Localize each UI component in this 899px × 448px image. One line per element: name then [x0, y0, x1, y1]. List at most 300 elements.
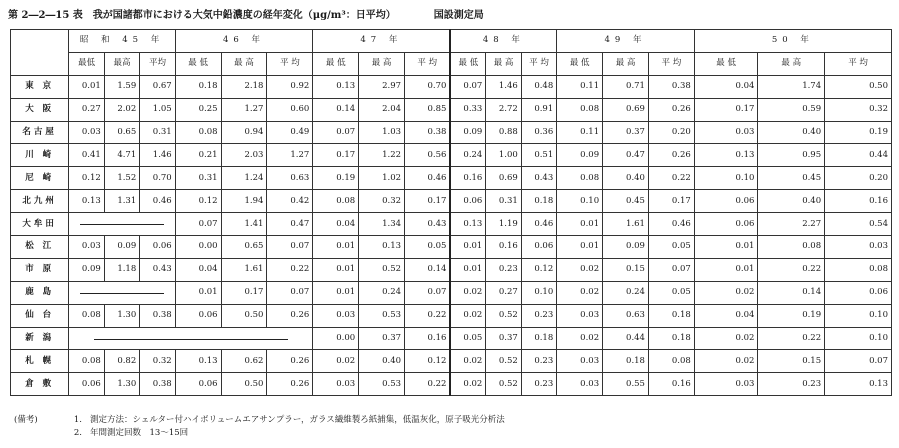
value-cell: 0.62	[221, 350, 267, 373]
value-cell: 0.24	[603, 281, 649, 304]
value-cell: 0.82	[104, 350, 139, 373]
value-cell: 0.08	[69, 304, 104, 327]
value-cell: 0.38	[648, 75, 694, 98]
value-cell: 1.41	[221, 213, 267, 236]
table-title-main: 第 2―2―15 表 我が国諸都市における大気中鉛濃度の経年変化（μg/m³：日平均）	[8, 10, 396, 21]
value-cell: 0.47	[267, 213, 313, 236]
value-cell: 0.31	[175, 167, 221, 190]
value-cell: 1.94	[221, 190, 267, 213]
value-cell: 0.06	[175, 373, 221, 396]
value-cell: 0.01	[175, 281, 221, 304]
value-cell: 0.18	[603, 350, 649, 373]
value-cell: 2.03	[221, 144, 267, 167]
value-cell: 0.02	[557, 281, 603, 304]
value-cell: 0.48	[521, 75, 556, 98]
stat-header: 最 高	[758, 52, 825, 75]
value-cell: 0.23	[486, 258, 521, 281]
value-cell: 0.25	[175, 98, 221, 121]
value-cell: 0.01	[450, 258, 485, 281]
value-cell: 0.03	[557, 350, 603, 373]
value-cell: 0.11	[557, 121, 603, 144]
value-cell: 1.52	[104, 167, 139, 190]
no-data-line	[94, 339, 288, 340]
value-cell: 1.74	[758, 75, 825, 98]
corner-cell	[11, 30, 69, 76]
value-cell: 0.46	[648, 213, 694, 236]
stat-header: 最 高	[221, 52, 267, 75]
city-cell: 新 潟	[11, 327, 69, 350]
table-row	[11, 373, 892, 396]
value-cell: 0.08	[313, 190, 359, 213]
value-cell: 0.10	[825, 327, 892, 350]
no-data-line	[80, 293, 164, 294]
value-cell: 0.46	[521, 213, 556, 236]
value-cell: 0.52	[486, 373, 521, 396]
value-cell: 0.27	[69, 98, 104, 121]
value-cell: 0.01	[694, 258, 758, 281]
value-cell: 0.26	[267, 373, 313, 396]
city-cell: 川 崎	[11, 144, 69, 167]
value-cell: 0.51	[521, 144, 556, 167]
no-data-line	[80, 224, 164, 225]
value-cell: 0.07	[450, 75, 485, 98]
value-cell: 0.03	[313, 373, 359, 396]
value-cell: 0.43	[521, 167, 556, 190]
year-header: 47 年	[313, 30, 451, 53]
value-cell: 0.06	[694, 190, 758, 213]
table-row	[11, 144, 892, 167]
value-cell: 0.17	[221, 281, 267, 304]
value-cell: 0.14	[405, 258, 451, 281]
value-cell: 0.12	[405, 350, 451, 373]
value-cell: 0.52	[359, 258, 405, 281]
value-cell: 0.15	[758, 350, 825, 373]
value-cell: 0.00	[175, 236, 221, 259]
no-data-cell	[69, 281, 175, 304]
value-cell: 0.50	[221, 373, 267, 396]
value-cell: 0.03	[694, 373, 758, 396]
value-cell: 0.14	[313, 98, 359, 121]
value-cell: 1.31	[104, 190, 139, 213]
value-cell: 0.01	[313, 281, 359, 304]
value-cell: 0.01	[69, 75, 104, 98]
value-cell: 0.60	[267, 98, 313, 121]
value-cell: 1.46	[140, 144, 175, 167]
table-row	[11, 327, 892, 350]
value-cell: 0.18	[648, 304, 694, 327]
value-cell: 0.00	[313, 327, 359, 350]
value-cell: 0.44	[825, 144, 892, 167]
value-cell: 0.15	[603, 258, 649, 281]
value-cell: 0.11	[557, 75, 603, 98]
no-data-cell	[69, 213, 175, 236]
value-cell: 0.26	[267, 304, 313, 327]
value-cell: 0.05	[405, 236, 451, 259]
value-cell: 2.97	[359, 75, 405, 98]
value-cell: 1.27	[267, 144, 313, 167]
value-cell: 0.95	[758, 144, 825, 167]
value-cell: 0.07	[825, 350, 892, 373]
value-cell: 0.32	[825, 98, 892, 121]
value-cell: 0.07	[175, 213, 221, 236]
value-cell: 0.38	[405, 121, 451, 144]
value-cell: 0.70	[140, 167, 175, 190]
stat-header: 最 低	[557, 52, 603, 75]
value-cell: 0.06	[140, 236, 175, 259]
value-cell: 0.08	[648, 350, 694, 373]
value-cell: 0.37	[359, 327, 405, 350]
value-cell: 1.02	[359, 167, 405, 190]
value-cell: 1.24	[221, 167, 267, 190]
value-cell: 0.21	[175, 144, 221, 167]
value-cell: 1.59	[104, 75, 139, 98]
stat-header: 最 低	[313, 52, 359, 75]
value-cell: 0.16	[450, 167, 485, 190]
value-cell: 0.06	[825, 281, 892, 304]
value-cell: 0.03	[69, 121, 104, 144]
stat-header: 平 均	[405, 52, 451, 75]
value-cell: 0.07	[313, 121, 359, 144]
value-cell: 0.03	[557, 304, 603, 327]
value-cell: 0.09	[450, 121, 485, 144]
value-cell: 0.13	[175, 350, 221, 373]
value-cell: 0.24	[450, 144, 485, 167]
value-cell: 0.01	[557, 236, 603, 259]
value-cell: 0.06	[450, 190, 485, 213]
value-cell: 0.01	[694, 236, 758, 259]
value-cell: 0.06	[175, 304, 221, 327]
value-cell: 0.41	[69, 144, 104, 167]
value-cell: 0.13	[450, 213, 485, 236]
value-cell: 0.03	[69, 236, 104, 259]
value-cell: 1.03	[359, 121, 405, 144]
value-cell: 0.22	[267, 258, 313, 281]
value-cell: 0.49	[267, 121, 313, 144]
value-cell: 0.44	[603, 327, 649, 350]
value-cell: 0.04	[694, 75, 758, 98]
lead-concentration-table	[10, 29, 892, 396]
value-cell: 0.54	[825, 213, 892, 236]
year-header: 49 年	[557, 30, 695, 53]
value-cell: 0.06	[521, 236, 556, 259]
city-cell: 大 阪	[11, 98, 69, 121]
value-cell: 0.59	[758, 98, 825, 121]
value-cell: 0.37	[603, 121, 649, 144]
value-cell: 0.02	[450, 350, 485, 373]
value-cell: 0.07	[405, 281, 451, 304]
value-cell: 0.01	[450, 236, 485, 259]
notes	[14, 414, 505, 440]
value-cell: 0.01	[313, 258, 359, 281]
value-cell: 2.04	[359, 98, 405, 121]
note-text: 測定方法：シェルター付ハイボリュームエアサンプラー，ガラス繊維製ろ紙捕集，低温灰化，原子吸光分析法	[90, 415, 505, 425]
value-cell: 0.69	[486, 167, 521, 190]
value-cell: 0.12	[521, 258, 556, 281]
value-cell: 0.09	[69, 258, 104, 281]
value-cell: 0.09	[557, 144, 603, 167]
value-cell: 1.27	[221, 98, 267, 121]
value-cell: 0.23	[521, 304, 556, 327]
value-cell: 0.91	[521, 98, 556, 121]
value-cell: 0.05	[648, 236, 694, 259]
stat-header: 平 均	[648, 52, 694, 75]
value-cell: 0.56	[405, 144, 451, 167]
stat-header: 最 低	[175, 52, 221, 75]
table-row	[11, 98, 892, 121]
stat-header: 最低	[69, 52, 104, 75]
value-cell: 0.04	[694, 304, 758, 327]
value-cell: 0.10	[557, 190, 603, 213]
year-header: 昭 和 45 年	[69, 30, 175, 53]
value-cell: 0.19	[825, 121, 892, 144]
value-cell: 0.22	[758, 327, 825, 350]
value-cell: 0.26	[648, 98, 694, 121]
value-cell: 0.31	[486, 190, 521, 213]
value-cell: 0.38	[140, 373, 175, 396]
table-row	[11, 350, 892, 373]
table-row	[11, 304, 892, 327]
value-cell: 0.53	[359, 304, 405, 327]
value-cell: 0.50	[825, 75, 892, 98]
value-cell: 0.27	[486, 281, 521, 304]
note-row-2	[14, 427, 505, 440]
value-cell: 0.22	[405, 304, 451, 327]
value-cell: 0.45	[758, 167, 825, 190]
value-cell: 0.13	[69, 190, 104, 213]
value-cell: 2.72	[486, 98, 521, 121]
value-cell: 0.08	[758, 236, 825, 259]
city-cell: 松 江	[11, 236, 69, 259]
table-title	[8, 6, 484, 21]
no-data-cell	[69, 327, 313, 350]
value-cell: 1.05	[140, 98, 175, 121]
value-cell: 0.04	[175, 258, 221, 281]
value-cell: 0.26	[267, 350, 313, 373]
value-cell: 0.69	[603, 98, 649, 121]
table-title-agency: 国設測定局	[433, 10, 484, 21]
city-cell: 鹿 島	[11, 281, 69, 304]
stat-header: 最 低	[694, 52, 758, 75]
value-cell: 0.23	[521, 373, 556, 396]
value-cell: 0.02	[450, 304, 485, 327]
value-cell: 0.02	[694, 281, 758, 304]
stat-header: 最 高	[603, 52, 649, 75]
value-cell: 0.65	[221, 236, 267, 259]
value-cell: 0.71	[603, 75, 649, 98]
value-cell: 0.65	[104, 121, 139, 144]
note-index: 1.	[73, 415, 82, 425]
city-cell: 北九州	[11, 190, 69, 213]
value-cell: 0.12	[69, 167, 104, 190]
city-cell: 名古屋	[11, 121, 69, 144]
notes-label: (備考)	[14, 415, 38, 425]
value-cell: 0.08	[825, 258, 892, 281]
value-cell: 0.03	[694, 121, 758, 144]
value-cell: 0.22	[405, 373, 451, 396]
value-cell: 0.05	[648, 281, 694, 304]
stat-header: 最 高	[359, 52, 405, 75]
value-cell: 0.43	[140, 258, 175, 281]
value-cell: 0.05	[450, 327, 485, 350]
value-cell: 0.06	[69, 373, 104, 396]
value-cell: 0.02	[313, 350, 359, 373]
value-cell: 0.09	[104, 236, 139, 259]
value-cell: 0.46	[140, 190, 175, 213]
value-cell: 0.07	[267, 236, 313, 259]
value-cell: 0.07	[267, 281, 313, 304]
value-cell: 0.18	[175, 75, 221, 98]
note-index: 2.	[73, 428, 82, 438]
value-cell: 0.03	[825, 236, 892, 259]
value-cell: 0.42	[267, 190, 313, 213]
value-cell: 2.27	[758, 213, 825, 236]
table-row	[11, 258, 892, 281]
value-cell: 0.16	[405, 327, 451, 350]
year-header: 50 年	[694, 30, 891, 53]
value-cell: 1.30	[104, 373, 139, 396]
value-cell: 0.18	[521, 327, 556, 350]
value-cell: 0.06	[694, 213, 758, 236]
city-cell: 東 京	[11, 75, 69, 98]
year-header: 46 年	[175, 30, 313, 53]
value-cell: 1.22	[359, 144, 405, 167]
city-cell: 市 原	[11, 258, 69, 281]
note-text: 年間測定回数 13～15回	[90, 428, 189, 438]
stat-header: 平 均	[521, 52, 556, 75]
value-cell: 0.10	[694, 167, 758, 190]
table-row	[11, 190, 892, 213]
city-cell: 倉 敷	[11, 373, 69, 396]
value-cell: 0.02	[557, 327, 603, 350]
value-cell: 0.04	[313, 213, 359, 236]
value-cell: 0.52	[486, 304, 521, 327]
value-cell: 0.10	[521, 281, 556, 304]
value-cell: 2.18	[221, 75, 267, 98]
stat-header: 最 低	[450, 52, 485, 75]
value-cell: 0.40	[359, 350, 405, 373]
stat-header: 平 均	[825, 52, 892, 75]
value-cell: 0.32	[140, 350, 175, 373]
value-cell: 0.22	[648, 167, 694, 190]
value-cell: 0.46	[405, 167, 451, 190]
value-cell: 0.17	[648, 190, 694, 213]
value-cell: 0.16	[648, 373, 694, 396]
value-cell: 0.14	[758, 281, 825, 304]
value-cell: 0.33	[450, 98, 485, 121]
stat-header: 平 均	[267, 52, 313, 75]
value-cell: 0.07	[648, 258, 694, 281]
value-cell: 1.19	[486, 213, 521, 236]
value-cell: 0.17	[405, 190, 451, 213]
note-row-1	[14, 414, 505, 427]
value-cell: 1.46	[486, 75, 521, 98]
value-cell: 0.08	[175, 121, 221, 144]
value-cell: 1.34	[359, 213, 405, 236]
table-row	[11, 281, 892, 304]
table-row	[11, 213, 892, 236]
value-cell: 0.22	[758, 258, 825, 281]
value-cell: 0.08	[557, 98, 603, 121]
value-cell: 0.20	[648, 121, 694, 144]
city-cell: 仙 台	[11, 304, 69, 327]
value-cell: 0.45	[603, 190, 649, 213]
value-cell: 0.55	[603, 373, 649, 396]
value-cell: 0.40	[603, 167, 649, 190]
table-row	[11, 236, 892, 259]
value-cell: 0.02	[450, 373, 485, 396]
value-cell: 0.16	[825, 190, 892, 213]
value-cell: 0.03	[557, 373, 603, 396]
value-cell: 0.08	[557, 167, 603, 190]
value-cell: 0.17	[313, 144, 359, 167]
value-cell: 0.12	[175, 190, 221, 213]
value-cell: 1.61	[221, 258, 267, 281]
stat-header: 平均	[140, 52, 175, 75]
value-cell: 0.40	[758, 121, 825, 144]
value-cell: 0.17	[694, 98, 758, 121]
value-cell: 0.67	[140, 75, 175, 98]
city-cell: 大牟田	[11, 213, 69, 236]
value-cell: 0.13	[359, 236, 405, 259]
value-cell: 0.18	[648, 327, 694, 350]
value-cell: 1.30	[104, 304, 139, 327]
value-cell: 0.32	[359, 190, 405, 213]
value-cell: 0.36	[521, 121, 556, 144]
value-cell: 0.02	[694, 327, 758, 350]
value-cell: 0.02	[450, 281, 485, 304]
value-cell: 0.38	[140, 304, 175, 327]
value-cell: 0.18	[521, 190, 556, 213]
value-cell: 0.19	[313, 167, 359, 190]
value-cell: 0.88	[486, 121, 521, 144]
year-header: 48 年	[450, 30, 556, 53]
value-cell: 0.85	[405, 98, 451, 121]
value-cell: 0.02	[694, 350, 758, 373]
value-cell: 1.00	[486, 144, 521, 167]
value-cell: 1.18	[104, 258, 139, 281]
value-cell: 0.20	[825, 167, 892, 190]
value-cell: 0.40	[758, 190, 825, 213]
stat-header: 最 高	[486, 52, 521, 75]
value-cell: 0.63	[267, 167, 313, 190]
value-cell: 0.13	[694, 144, 758, 167]
value-cell: 0.37	[486, 327, 521, 350]
value-cell: 0.19	[758, 304, 825, 327]
value-cell: 0.52	[486, 350, 521, 373]
value-cell: 0.94	[221, 121, 267, 144]
value-cell: 0.16	[486, 236, 521, 259]
city-cell: 札 幌	[11, 350, 69, 373]
table-row	[11, 167, 892, 190]
value-cell: 0.24	[359, 281, 405, 304]
value-cell: 0.50	[221, 304, 267, 327]
value-cell: 0.08	[69, 350, 104, 373]
value-cell: 0.92	[267, 75, 313, 98]
value-cell: 0.01	[313, 236, 359, 259]
value-cell: 0.13	[313, 75, 359, 98]
value-cell: 2.02	[104, 98, 139, 121]
value-cell: 0.23	[521, 350, 556, 373]
value-cell: 0.13	[825, 373, 892, 396]
value-cell: 1.61	[603, 213, 649, 236]
value-cell: 0.03	[313, 304, 359, 327]
value-cell: 0.01	[557, 213, 603, 236]
value-cell: 0.63	[603, 304, 649, 327]
value-cell: 0.10	[825, 304, 892, 327]
city-cell: 尼 崎	[11, 167, 69, 190]
value-cell: 0.70	[405, 75, 451, 98]
value-cell: 0.43	[405, 213, 451, 236]
